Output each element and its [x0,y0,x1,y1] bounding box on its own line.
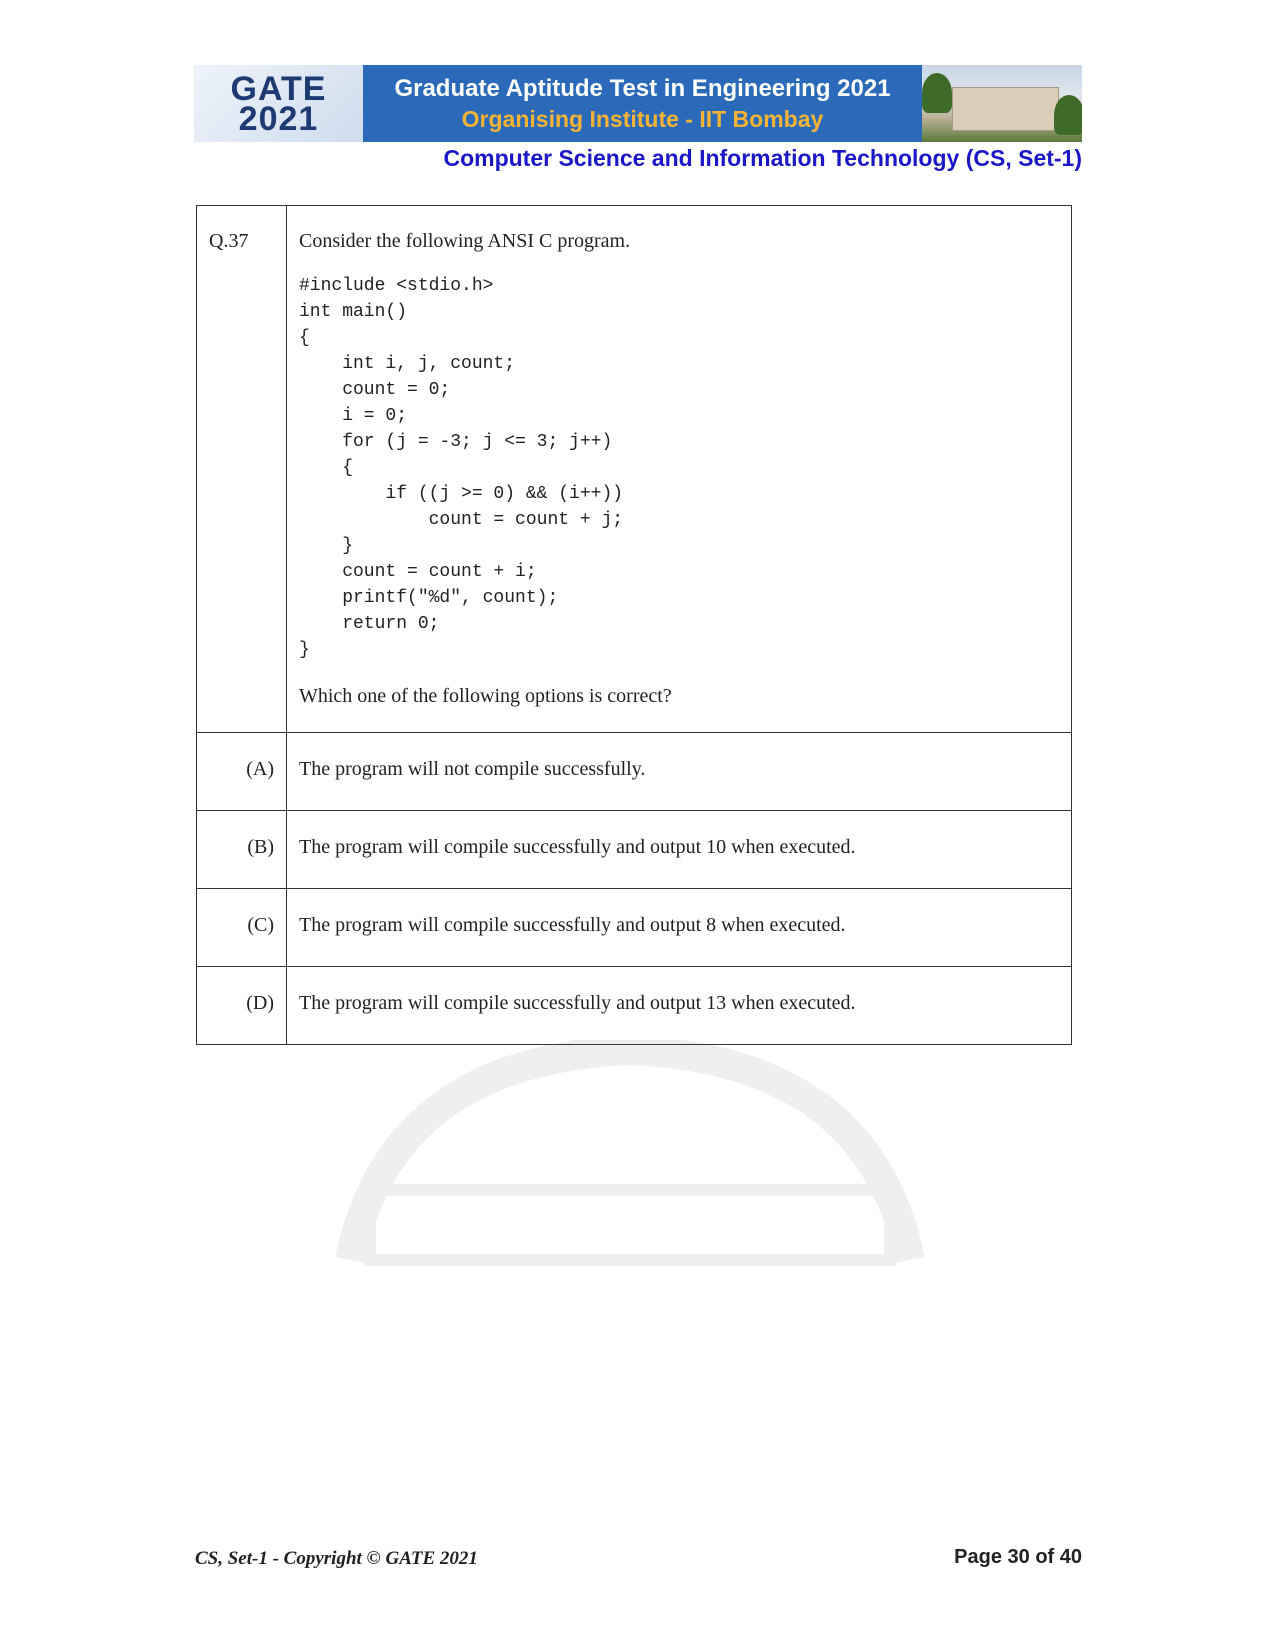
question-row [197,206,1072,733]
question-number: Q.37 [197,206,287,733]
footer-copyright: CS, Set-1 - Copyright © GATE 2021 [195,1548,478,1569]
option-text: The program will not compile successfully. [287,733,1072,811]
organising-institute: Organising Institute - IIT Bombay [461,105,824,132]
option-label: (B) [197,811,287,889]
option-text: The program will compile successfully and output 13 when executed. [287,967,1072,1045]
option-row-b [197,811,1072,889]
option-label: (C) [197,889,287,967]
question-body [287,206,1072,733]
option-text: The program will compile successfully and output 10 when executed. [287,811,1072,889]
campus-photo [922,65,1082,142]
banner-title-box [363,65,922,142]
option-row-c [197,889,1072,967]
exam-title: Graduate Aptitude Test in Engineering 2021 [394,74,891,102]
logo-text-gate: GATE [230,69,327,108]
option-label: (A) [197,733,287,811]
question-prompt: Which one of the following options is correct? [299,685,672,707]
option-label: (D) [197,967,287,1045]
question-table [196,205,1072,1045]
gate-logo [194,65,363,142]
option-row-d [197,967,1072,1045]
option-row-a [197,733,1072,811]
header-banner [194,65,1082,142]
question-intro: Consider the following ANSI C program. [299,230,631,252]
option-text: The program will compile successfully and output 8 when executed. [287,889,1072,967]
code-block: #include <stdio.h> int main() { int i, j, count; count = 0; i = 0; for (j = -3; j <= 3; j++) { if ((j >= 0) && (i++)) count = count + j; } count = count + i; printf("%d", count); return 0; } [299,276,624,660]
logo-text-year: 2021 [238,99,319,138]
iit-seal-watermark [330,1040,930,1270]
page-number: Page 30 of 40 [954,1546,1082,1568]
paper-subtitle: Computer Science and Information Technology (CS, Set-1) [443,145,1082,171]
